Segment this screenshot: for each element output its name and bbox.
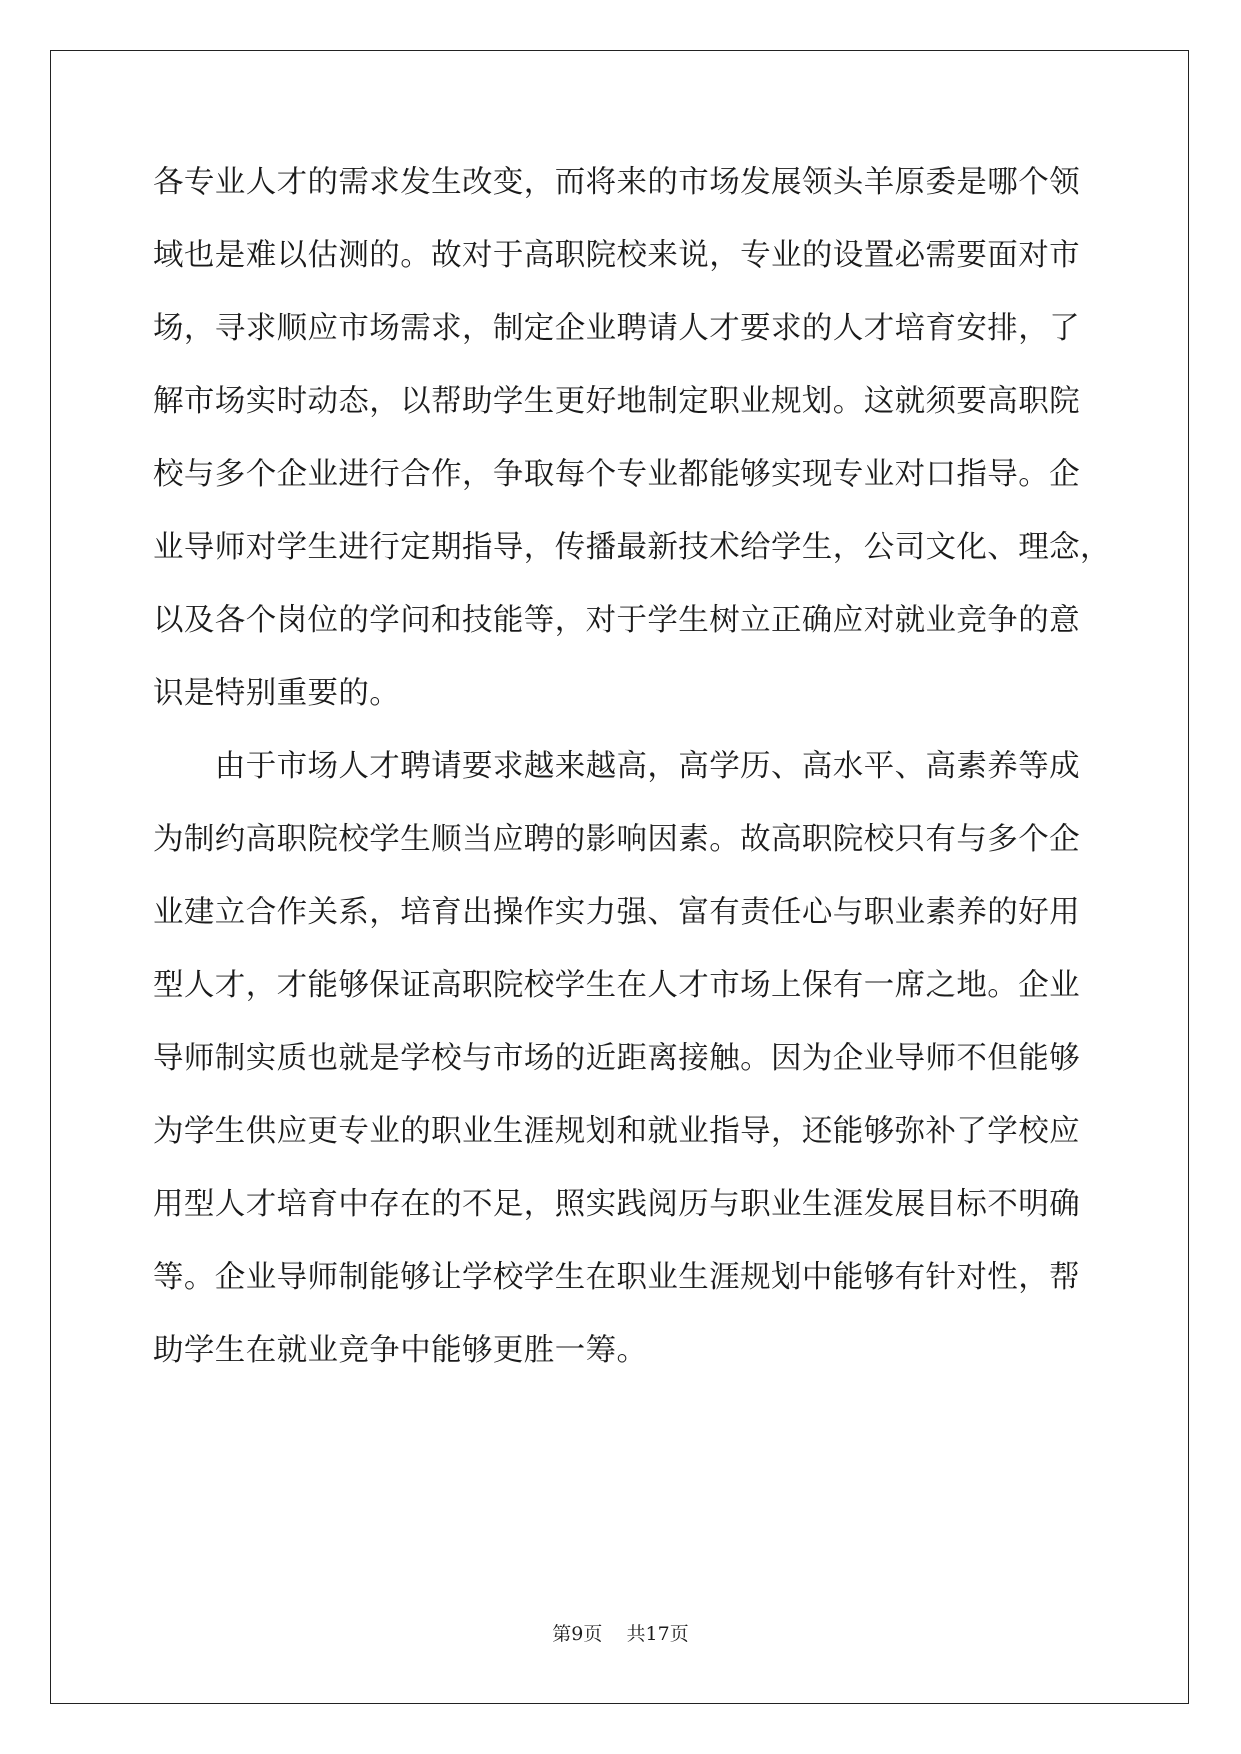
text-line: 解市场实时动态，以帮助学生更好地制定职业规划。这就须要高职院 bbox=[153, 384, 1080, 419]
page-footer bbox=[0, 1622, 1241, 1646]
text-line: 等。企业导师制能够让学校学生在职业生涯规划中能够有针对性，帮 bbox=[153, 1260, 1080, 1295]
text-line: 校与多个企业进行合作，争取每个专业都能够实现专业对口指导。企 bbox=[153, 457, 1080, 492]
text-line: 场，寻求顺应市场需求，制定企业聘请人才要求的人才培育安排，了 bbox=[153, 311, 1080, 346]
text-line: 为制约高职院校学生顺当应聘的影响因素。故高职院校只有与多个企 bbox=[153, 822, 1080, 857]
text-line: 域也是难以估测的。故对于高职院校来说，专业的设置必需要面对市 bbox=[153, 238, 1080, 273]
text-line: 识是特别重要的。 bbox=[153, 676, 401, 711]
text-line: 以及各个岗位的学问和技能等，对于学生树立正确应对就业竞争的意 bbox=[153, 603, 1080, 638]
text-line: 各专业人才的需求发生改变，而将来的市场发展领头羊原委是哪个领 bbox=[153, 165, 1080, 200]
text-line: 为学生供应更专业的职业生涯规划和就业指导，还能够弥补了学校应 bbox=[153, 1114, 1080, 1149]
text-line: 型人才，才能够保证高职院校学生在人才市场上保有一席之地。企业 bbox=[153, 968, 1080, 1003]
text-line: 由于市场人才聘请要求越来越高，高学历、高水平、高素养等成 bbox=[153, 749, 1080, 784]
text-line: 用型人才培育中存在的不足，照实践阅历与职业生涯发展目标不明确 bbox=[153, 1187, 1080, 1222]
page-border bbox=[50, 50, 1189, 1704]
page-number: 第9页 bbox=[552, 1623, 603, 1645]
text-line: 业导师对学生进行定期指导，传播最新技术给学生，公司文化、理念， bbox=[153, 530, 1111, 565]
page-total: 共17页 bbox=[626, 1623, 689, 1645]
text-line: 助学生在就业竞争中能够更胜一筹。 bbox=[153, 1333, 648, 1368]
text-line: 导师制实质也就是学校与市场的近距离接触。因为企业导师不但能够 bbox=[153, 1041, 1080, 1076]
text-line: 业建立合作关系，培育出操作实力强、富有责任心与职业素养的好用 bbox=[153, 895, 1080, 930]
